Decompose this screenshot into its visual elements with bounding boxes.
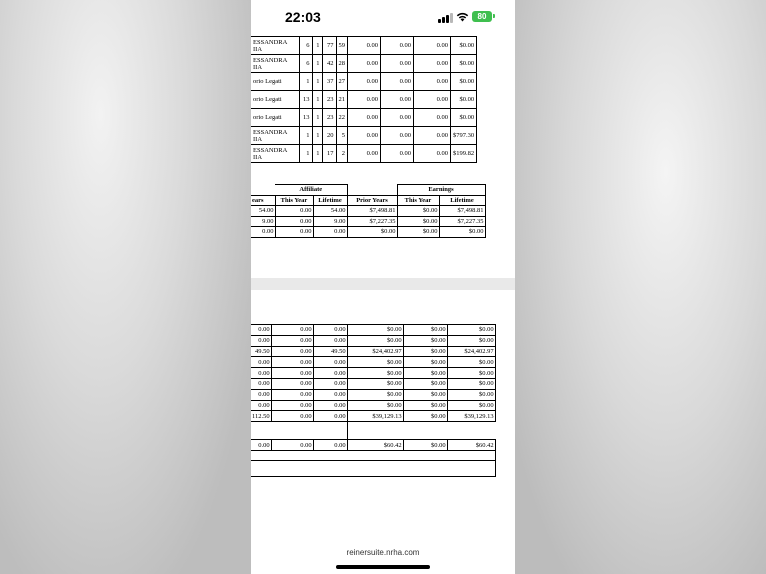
value-cell: $0.00 <box>447 368 495 379</box>
count-cell: 59 <box>336 37 348 55</box>
value-cell: $0.00 <box>403 325 447 336</box>
blank-cell <box>251 460 495 476</box>
value-cell: 0.00 <box>251 440 271 451</box>
value-cell: 9.00 <box>251 216 275 227</box>
value-cell: $7,498.81 <box>439 206 485 217</box>
horses-table <box>251 36 477 163</box>
count-cell: 28 <box>336 55 348 73</box>
value-cell: $0.00 <box>347 368 403 379</box>
earnings-cell: $199.82 <box>451 145 477 163</box>
table-row <box>251 109 477 127</box>
value-cell: $7,498.81 <box>347 206 397 217</box>
table-row <box>251 325 495 336</box>
value-cell: $0.00 <box>347 325 403 336</box>
count-cell: 2 <box>336 145 348 163</box>
spacer-cell <box>347 422 495 440</box>
value-cell: 54.00 <box>313 206 347 217</box>
blank-cell <box>251 450 495 460</box>
value-cell: $7,227.35 <box>347 216 397 227</box>
value-cell: 0.00 <box>381 73 414 91</box>
value-cell: $0.00 <box>347 389 403 400</box>
count-cell: 6 <box>299 37 312 55</box>
cellular-signal-icon <box>438 13 452 23</box>
value-cell: 0.00 <box>381 55 414 73</box>
value-cell: 0.00 <box>251 227 275 238</box>
table-row <box>251 389 495 400</box>
value-cell: 0.00 <box>271 335 313 346</box>
value-cell: $0.00 <box>447 357 495 368</box>
value-cell: 0.00 <box>313 368 347 379</box>
table-row <box>251 127 477 145</box>
table-row <box>251 411 495 422</box>
count-cell: 1 <box>312 127 322 145</box>
earnings-cell: $797.30 <box>451 127 477 145</box>
horse-name-cell: orio Legati <box>251 73 299 91</box>
horse-name-cell: ESSANDRA IIA <box>251 145 299 163</box>
count-cell: 22 <box>336 109 348 127</box>
value-cell: $0.00 <box>397 206 439 217</box>
value-cell: 49.50 <box>251 346 271 357</box>
table-row <box>251 400 495 411</box>
value-cell: $0.00 <box>403 389 447 400</box>
value-cell: $39,129.13 <box>447 411 495 422</box>
value-cell: $0.00 <box>447 378 495 389</box>
table-row <box>251 216 485 227</box>
table-row <box>251 55 477 73</box>
table-row <box>251 368 495 379</box>
header-row <box>251 195 485 206</box>
value-cell: $0.00 <box>447 325 495 336</box>
horse-name-cell: orio Legati <box>251 109 299 127</box>
count-cell: 77 <box>322 37 336 55</box>
earnings-cell: $0.00 <box>451 109 477 127</box>
home-indicator[interactable] <box>336 565 430 569</box>
value-cell: $0.00 <box>347 227 397 238</box>
page-separator <box>251 278 515 290</box>
wifi-icon <box>456 11 469 22</box>
table-row <box>251 91 477 109</box>
count-cell: 5 <box>336 127 348 145</box>
count-cell: 23 <box>322 91 336 109</box>
value-cell: 0.00 <box>414 73 451 91</box>
value-cell: 9.00 <box>313 216 347 227</box>
value-cell: $7,227.35 <box>439 216 485 227</box>
background-left <box>0 0 251 574</box>
table-row <box>251 145 477 163</box>
value-cell: 0.00 <box>271 346 313 357</box>
table-row <box>251 37 477 55</box>
value-cell: 0.00 <box>271 325 313 336</box>
value-cell: 0.00 <box>313 440 347 451</box>
value-cell: $0.00 <box>439 227 485 238</box>
earnings-cell: $0.00 <box>451 91 477 109</box>
value-cell: 0.00 <box>348 91 381 109</box>
value-cell: 0.00 <box>348 37 381 55</box>
earnings-cell: $0.00 <box>451 73 477 91</box>
browser-url[interactable]: reinersuite.nrha.com <box>346 548 420 557</box>
value-cell: $0.00 <box>397 216 439 227</box>
count-cell: 1 <box>312 37 322 55</box>
spacer-cell <box>251 422 347 440</box>
table-row <box>251 357 495 368</box>
value-cell: 0.00 <box>271 357 313 368</box>
value-cell: 0.00 <box>271 389 313 400</box>
value-cell: 0.00 <box>251 335 271 346</box>
pdf-page-2 <box>251 290 515 540</box>
horse-name-cell: ESSANDRA IIA <box>251 55 299 73</box>
table-row <box>251 73 477 91</box>
value-cell: 0.00 <box>313 400 347 411</box>
value-cell: $24,402.97 <box>447 346 495 357</box>
value-cell: 0.00 <box>271 411 313 422</box>
value-cell: 0.00 <box>381 109 414 127</box>
count-cell: 1 <box>312 91 322 109</box>
value-cell: 0.00 <box>251 400 271 411</box>
value-cell: 0.00 <box>251 368 271 379</box>
value-cell: $0.00 <box>403 411 447 422</box>
spacer-row <box>251 422 495 440</box>
value-cell: $0.00 <box>347 378 403 389</box>
value-cell: 0.00 <box>275 206 313 217</box>
clock: 22:03 <box>285 9 321 25</box>
value-cell: 0.00 <box>381 145 414 163</box>
battery-tip <box>493 14 495 18</box>
value-cell: $0.00 <box>403 400 447 411</box>
pdf-page-1 <box>251 36 515 278</box>
column-header: Lifetime <box>439 195 485 206</box>
table-row <box>251 206 485 217</box>
summary-table <box>251 184 486 238</box>
value-cell: $60.42 <box>347 440 403 451</box>
column-header: This Year <box>275 195 313 206</box>
value-cell: $0.00 <box>447 389 495 400</box>
value-cell: 0.00 <box>313 389 347 400</box>
value-cell: 0.00 <box>313 411 347 422</box>
count-cell: 21 <box>336 91 348 109</box>
value-cell: 0.00 <box>271 368 313 379</box>
status-bar <box>251 0 515 36</box>
value-cell: 0.00 <box>381 37 414 55</box>
value-cell: 0.00 <box>313 227 347 238</box>
phone-screen <box>251 0 515 574</box>
count-cell: 1 <box>312 55 322 73</box>
value-cell: 0.00 <box>348 145 381 163</box>
value-cell: $0.00 <box>347 400 403 411</box>
value-cell: 0.00 <box>251 378 271 389</box>
value-cell: 0.00 <box>275 227 313 238</box>
column-header: This Year <box>397 195 439 206</box>
count-cell: 27 <box>336 73 348 91</box>
value-cell: $0.00 <box>447 335 495 346</box>
column-header: ears <box>251 195 275 206</box>
value-cell: $0.00 <box>447 400 495 411</box>
count-cell: 6 <box>299 55 312 73</box>
earnings-cell: $0.00 <box>451 55 477 73</box>
count-cell: 1 <box>312 73 322 91</box>
blank-row <box>251 460 495 476</box>
column-header: Prior Years <box>347 195 397 206</box>
value-cell: $0.00 <box>403 440 447 451</box>
value-cell: 112.50 <box>252 412 270 420</box>
value-cell: 0.00 <box>271 378 313 389</box>
table-row <box>251 335 495 346</box>
value-cell: 0.00 <box>271 400 313 411</box>
value-cell: 0.00 <box>414 127 451 145</box>
column-header: Lifetime <box>313 195 347 206</box>
value-cell: 0.00 <box>251 357 271 368</box>
table-row <box>251 378 495 389</box>
table-row <box>251 440 495 451</box>
value-cell: 0.00 <box>313 357 347 368</box>
value-cell: 0.00 <box>414 109 451 127</box>
value-cell: $0.00 <box>403 378 447 389</box>
blank-row <box>251 450 495 460</box>
value-cell: 49.50 <box>313 346 347 357</box>
value-cell: 0.00 <box>348 127 381 145</box>
value-cell: $0.00 <box>403 368 447 379</box>
value-cell: 0.00 <box>414 91 451 109</box>
value-cell: 0.00 <box>313 335 347 346</box>
value-cell: $0.00 <box>397 227 439 238</box>
earnings-cell: $0.00 <box>451 37 477 55</box>
count-cell: 1 <box>312 109 322 127</box>
value-cell: 0.00 <box>313 378 347 389</box>
background-right <box>515 0 766 574</box>
table-row <box>251 346 495 357</box>
value-cell: 0.00 <box>348 73 381 91</box>
count-cell: 1 <box>299 145 312 163</box>
value-cell: $0.00 <box>403 357 447 368</box>
value-cell: 0.00 <box>275 216 313 227</box>
count-cell: 1 <box>299 127 312 145</box>
value-cell: 0.00 <box>313 325 347 336</box>
horse-name-cell: ESSANDRA IIA <box>251 37 299 55</box>
count-cell: 20 <box>322 127 336 145</box>
value-cell: 0.00 <box>414 145 451 163</box>
table-row <box>251 227 485 238</box>
value-cell: 0.00 <box>381 127 414 145</box>
count-cell: 13 <box>299 91 312 109</box>
value-cell: $0.00 <box>403 346 447 357</box>
value-cell: $0.00 <box>403 335 447 346</box>
horse-name-cell: orio Legati <box>251 91 299 109</box>
value-cell: $24,402.97 <box>347 346 403 357</box>
count-cell: 1 <box>299 73 312 91</box>
value-cell: $39,129.13 <box>347 411 403 422</box>
value-cell: $0.00 <box>347 335 403 346</box>
battery-icon: 80 <box>472 11 492 22</box>
value-cell: 0.00 <box>414 37 451 55</box>
earnings-group-header: Earnings <box>397 185 485 196</box>
count-cell: 42 <box>322 55 336 73</box>
value-cell: $60.42 <box>447 440 495 451</box>
page2-table <box>251 324 496 477</box>
horse-name-cell: ESSANDRA IIA <box>251 127 299 145</box>
value-cell: 0.00 <box>251 389 271 400</box>
value-cell: 0.00 <box>271 440 313 451</box>
count-cell: 1 <box>312 145 322 163</box>
count-cell: 17 <box>322 145 336 163</box>
count-cell: 37 <box>322 73 336 91</box>
count-cell: 23 <box>322 109 336 127</box>
value-cell: 0.00 <box>348 55 381 73</box>
value-cell: 0.00 <box>251 325 271 336</box>
count-cell: 13 <box>299 109 312 127</box>
value-cell: 0.00 <box>348 109 381 127</box>
value-cell: $0.00 <box>347 357 403 368</box>
value-cell: 54.00 <box>251 206 275 217</box>
affiliate-group-header: Affiliate <box>275 185 347 196</box>
value-cell: 0.00 <box>381 91 414 109</box>
value-cell: 0.00 <box>414 55 451 73</box>
